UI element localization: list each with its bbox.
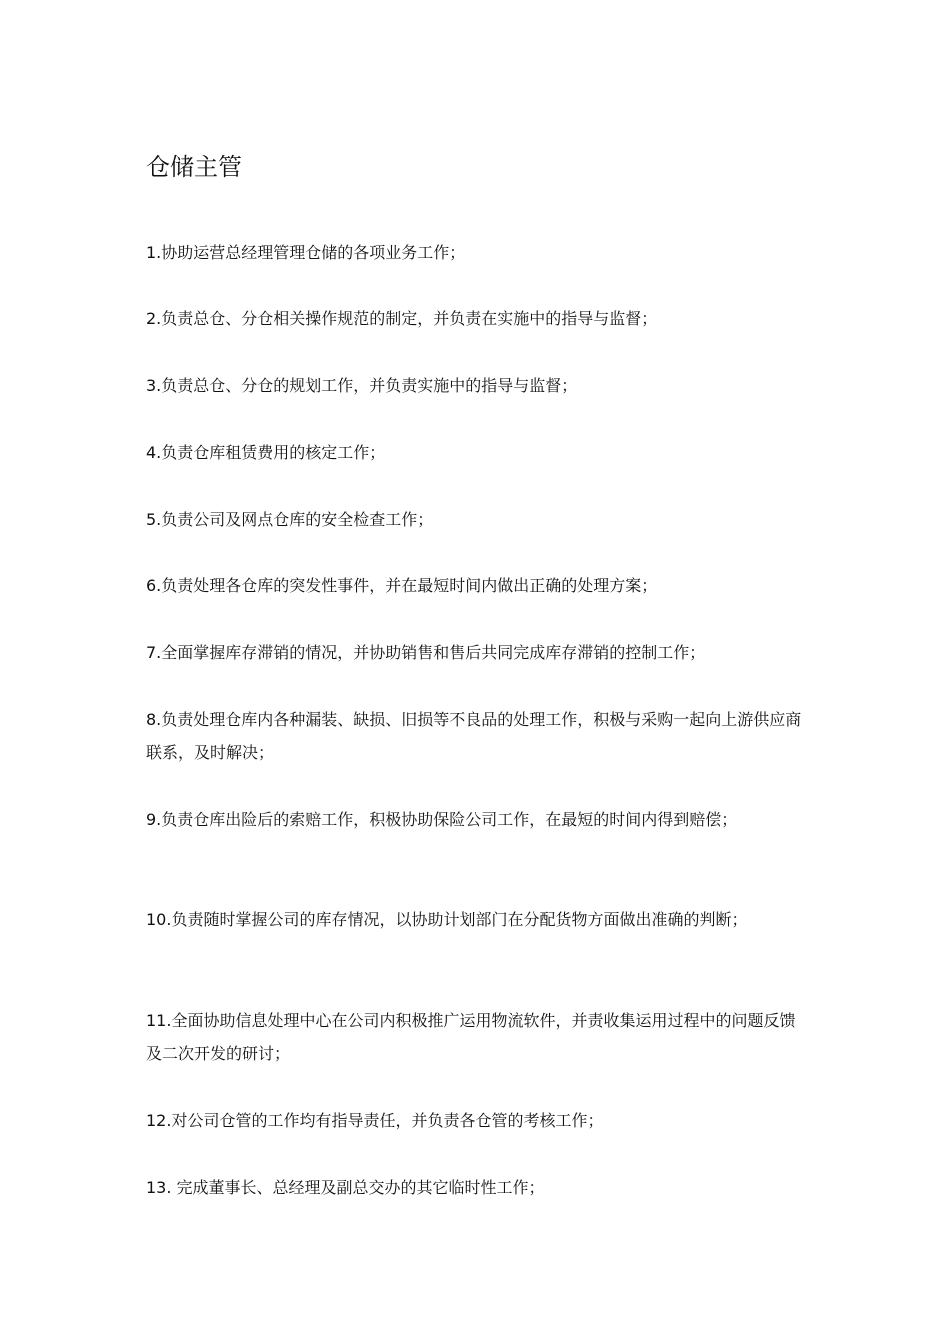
duty-item-12: 12.对公司仓管的工作均有指导责任，并负责各仓管的考核工作；: [146, 1111, 604, 1130]
duty-item-8: 8.负责处理仓库内各种漏装、缺损、旧损等不良品的处理工作，积极与采购一起向上游供应商联系，及时解决；: [146, 710, 802, 762]
duty-item-9: 9.负责仓库出险后的索赔工作，积极协助保险公司工作，在最短的时间内得到赔偿；: [146, 810, 738, 829]
duty-item-5: 5.负责公司及网点仓库的安全检查工作；: [146, 510, 434, 529]
duty-item-3: 3.负责总仓、分仓的规划工作，并负责实施中的指导与监督；: [146, 376, 578, 395]
duty-item-10: 10.负责随时掌握公司的库存情况，以协助计划部门在分配货物方面做出准确的判断；: [146, 910, 748, 929]
duty-item-11: 11.全面协助信息处理中心在公司内积极推广运用物流软件，并责收集运用过程中的问题反馈及二次开发的研讨；: [146, 1011, 796, 1063]
duty-item-6: 6.负责处理各仓库的突发性事件，并在最短时间内做出正确的处理方案；: [146, 576, 658, 595]
duty-item-7: 7.全面掌握库存滞销的情况，并协助销售和售后共同完成库存滞销的控制工作；: [146, 643, 706, 662]
duty-item-13: 13. 完成董事长、总经理及副总交办的其它临时性工作；: [146, 1178, 545, 1197]
document-title: 仓储主管: [146, 153, 242, 181]
duty-item-1: 1.协助运营总经理管理仓储的各项业务工作；: [146, 243, 466, 262]
duty-item-4: 4.负责仓库租赁费用的核定工作；: [146, 443, 386, 462]
duty-item-2: 2.负责总仓、分仓相关操作规范的制定，并负责在实施中的指导与监督；: [146, 309, 658, 328]
